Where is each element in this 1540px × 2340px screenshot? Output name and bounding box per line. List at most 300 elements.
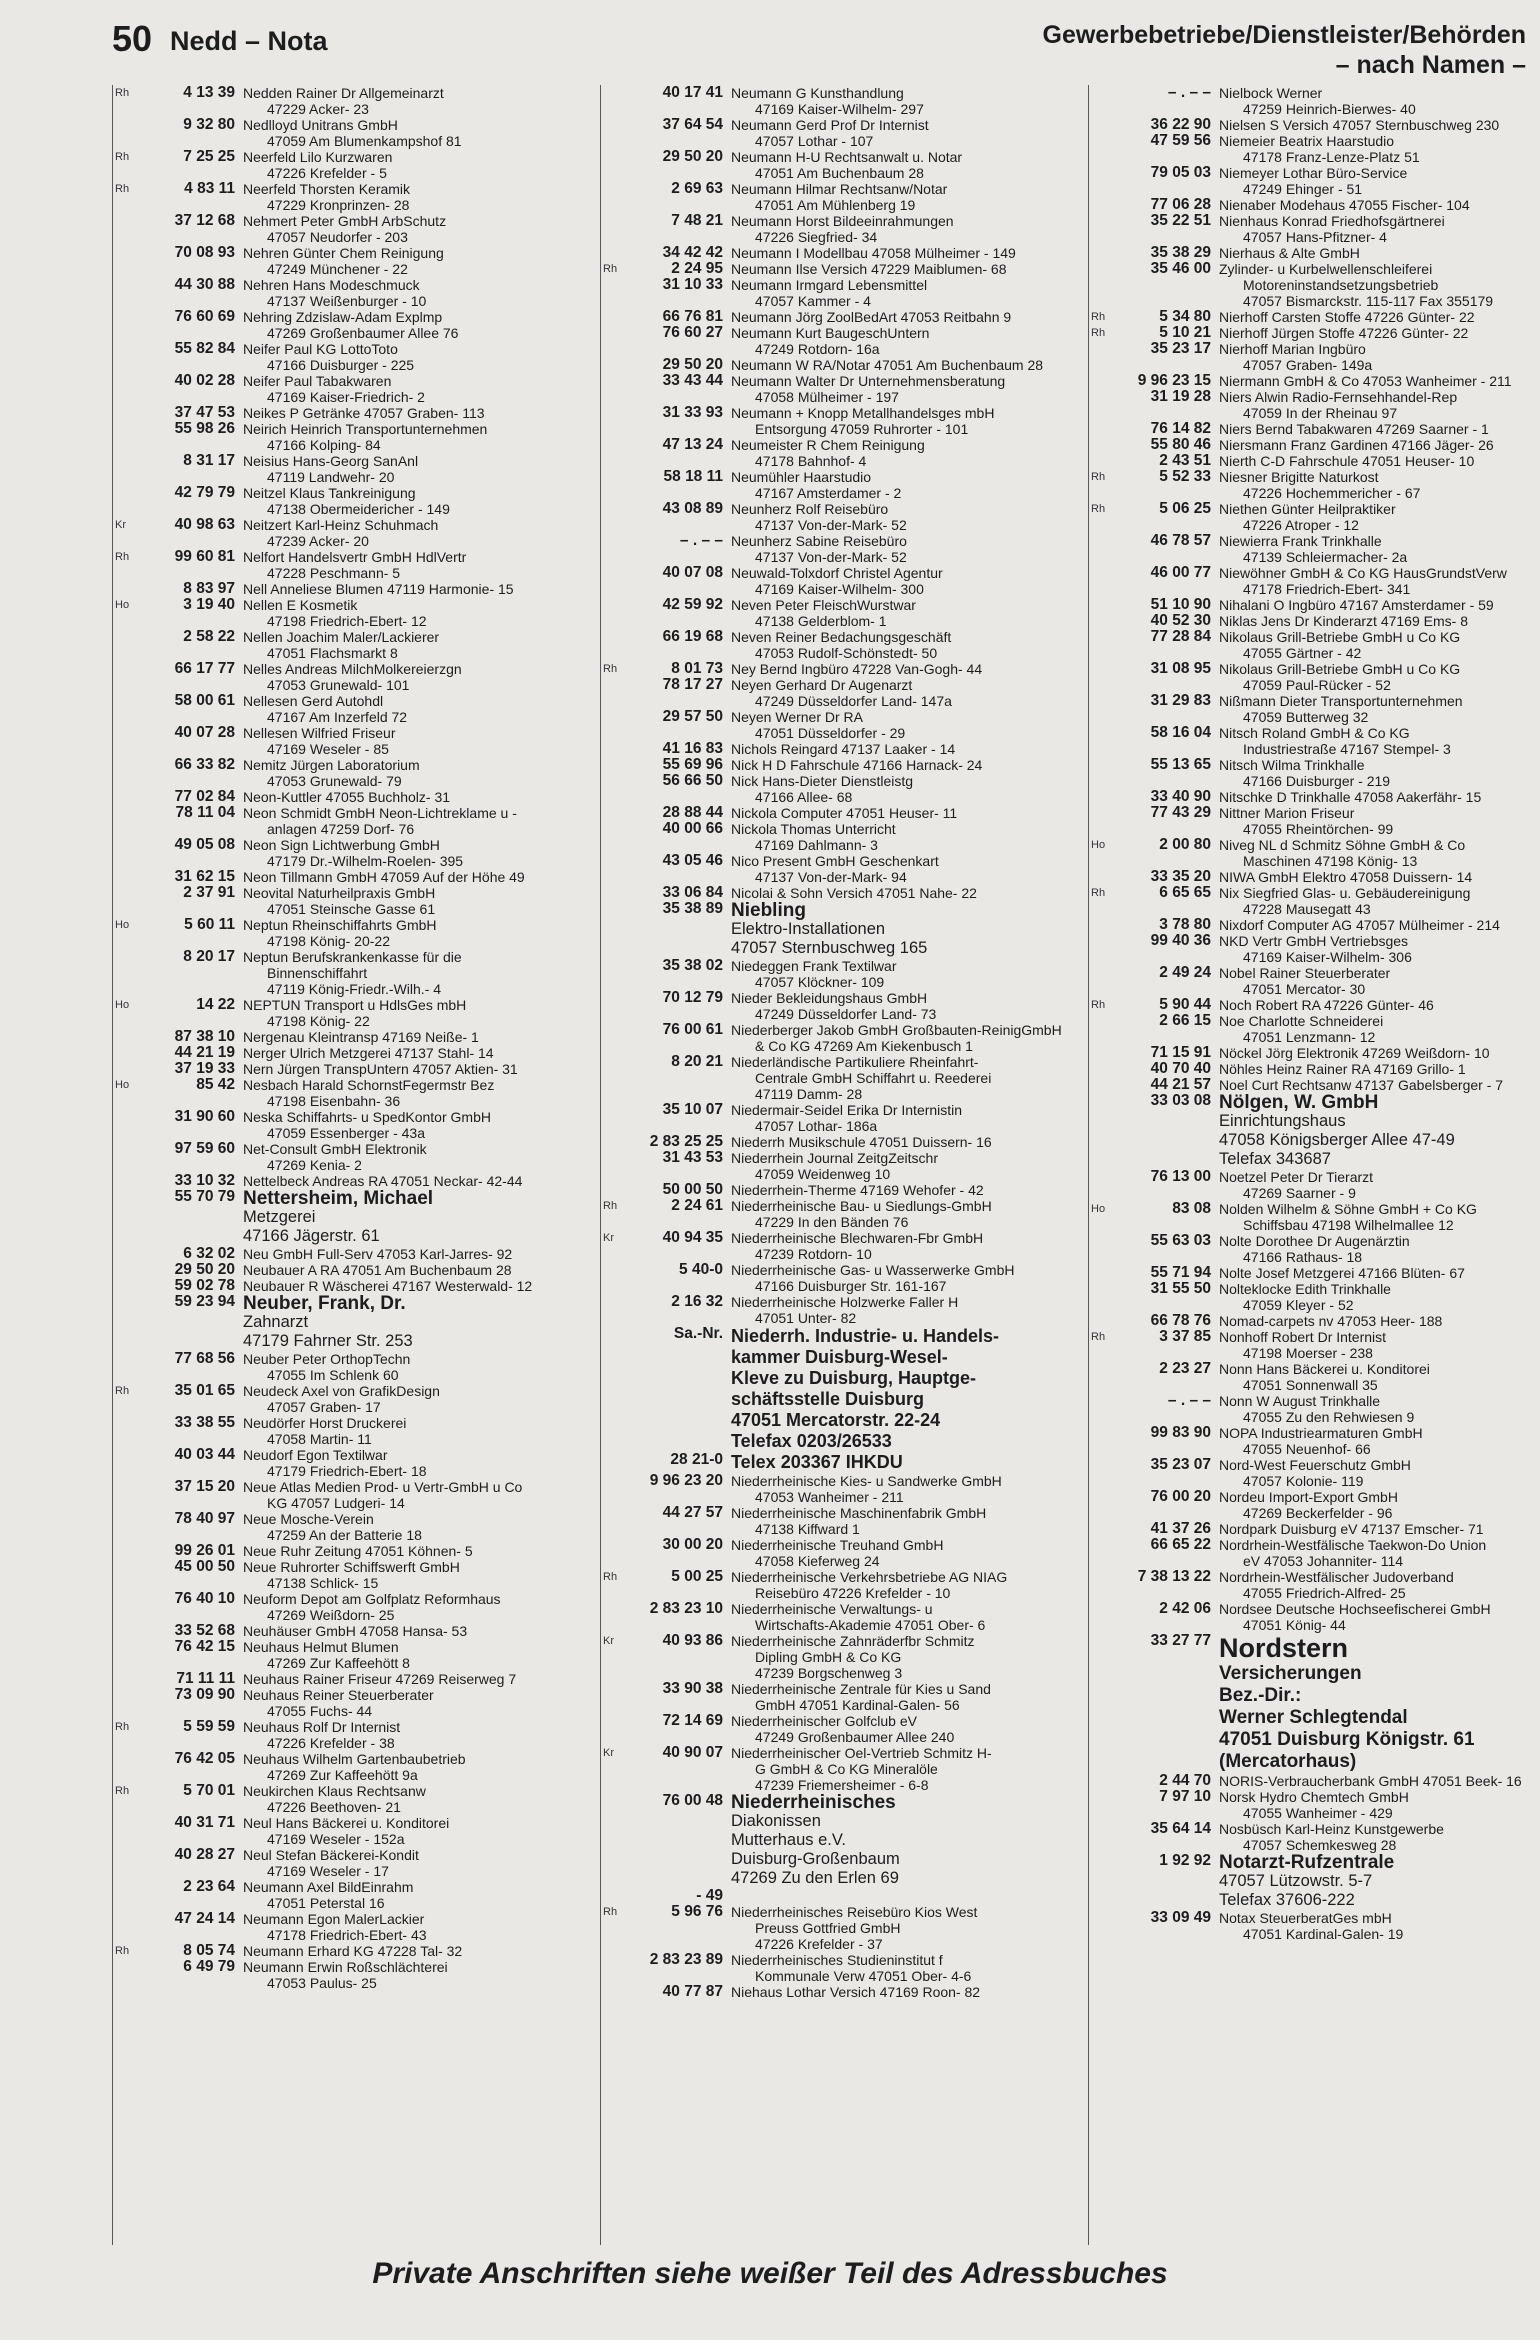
phone-number: 66 17 77 bbox=[174, 660, 235, 677]
entry-line: 47119 Landwehr- 20 bbox=[267, 469, 395, 485]
entry-text bbox=[1219, 965, 1529, 997]
listing-entry bbox=[113, 1783, 591, 1815]
entry-line: Notarzt-Rufzentrale bbox=[1219, 1853, 1395, 1872]
entry-text bbox=[731, 309, 1079, 325]
phone-number: 66 78 76 bbox=[1150, 1312, 1211, 1329]
entry-line: Neunherz Sabine Reisebüro bbox=[731, 533, 907, 549]
entry-line: Neul Stefan Bäckerei-Kondit bbox=[243, 1847, 419, 1863]
entry-line: 47228 Mausegatt 43 bbox=[1243, 901, 1371, 917]
district-code: Ho bbox=[1091, 1203, 1106, 1215]
entry-text bbox=[731, 1473, 1079, 1505]
listing-entry bbox=[113, 1751, 591, 1783]
entry-text bbox=[243, 1077, 591, 1109]
district-code bbox=[601, 533, 623, 565]
district-code bbox=[113, 1262, 135, 1278]
phone-number: 55 13 65 bbox=[1150, 756, 1211, 773]
entry-text bbox=[731, 1633, 1079, 1681]
entry-line: Nedden Rainer Dr Allgemeinarzt bbox=[243, 85, 444, 101]
entry-line: Nicolai & Sohn Versich 47051 Nahe- 22 bbox=[731, 885, 977, 901]
entry-line: 47167 Am Inzerfeld 72 bbox=[267, 709, 408, 725]
listing-entry bbox=[113, 1278, 591, 1294]
phone-number: 76 42 15 bbox=[174, 1638, 235, 1655]
district-code bbox=[1089, 261, 1111, 309]
entry-line: 47249 Großenbaumer Allee 240 bbox=[755, 1729, 955, 1745]
phone-number: 40 93 86 bbox=[662, 1632, 723, 1649]
entry-text bbox=[731, 1569, 1079, 1601]
district-code bbox=[1089, 245, 1111, 261]
phone-number: 33 52 68 bbox=[174, 1622, 235, 1639]
entry-text bbox=[1219, 1329, 1529, 1361]
district-code bbox=[113, 405, 135, 421]
listing-entry bbox=[1089, 1773, 1529, 1789]
entry-line: Nielbock Werner bbox=[1219, 85, 1323, 101]
district-code bbox=[1089, 933, 1111, 965]
phone-number: 3 78 80 bbox=[1159, 916, 1211, 933]
phone-number: 8 20 21 bbox=[671, 1053, 723, 1070]
entry-text bbox=[731, 1601, 1079, 1633]
entry-text bbox=[731, 1888, 1079, 1904]
entry-line: Neumann Erwin Roßschlächterei bbox=[243, 1959, 448, 1975]
entry-text bbox=[1219, 469, 1529, 501]
entry-line: 47051 Mercatorstr. 22-24 bbox=[731, 1410, 941, 1430]
entry-line: 47058 Kieferweg 24 bbox=[755, 1553, 880, 1569]
phone-number: 44 21 19 bbox=[174, 1044, 235, 1061]
entry-line: Nielsen S Versich 47057 Sternbuschweg 230 bbox=[1219, 117, 1500, 133]
entry-line: 47169 Kaiser-Wilhelm- 306 bbox=[1243, 949, 1412, 965]
phone-number: 46 00 77 bbox=[1150, 564, 1211, 581]
district-code bbox=[113, 1173, 135, 1189]
district-code bbox=[601, 1262, 623, 1294]
entry-line: Norsk Hydro Chemtech GmbH bbox=[1219, 1789, 1409, 1805]
category-subtitle: – nach Namen – bbox=[1335, 51, 1526, 79]
entry-text bbox=[243, 1687, 591, 1719]
entry-line: 47053 Wanheimer - 211 bbox=[755, 1489, 904, 1505]
entry-line: 47051 Unter- 82 bbox=[755, 1310, 857, 1326]
listing-entry bbox=[1089, 1853, 1529, 1910]
entry-text bbox=[243, 549, 591, 581]
entry-line: Nitschke D Trinkhalle 47058 Aakerfähr- 15 bbox=[1219, 789, 1482, 805]
phone-number: - 49 bbox=[696, 1887, 723, 1904]
district-code: Rh bbox=[1091, 999, 1106, 1011]
district-code bbox=[1089, 437, 1111, 453]
entry-line: Nöckel Jörg Elektronik 47269 Weißdorn- 10 bbox=[1219, 1045, 1490, 1061]
district-code: Rh bbox=[115, 151, 130, 163]
listing-entry bbox=[1089, 1077, 1529, 1093]
entry-line: 47226 Beethoven- 21 bbox=[267, 1799, 401, 1815]
entry-text bbox=[1219, 309, 1529, 325]
district-code bbox=[113, 869, 135, 885]
district-code: Rh bbox=[115, 1721, 130, 1733]
phone-number: 55 63 03 bbox=[1150, 1232, 1211, 1249]
district-code bbox=[601, 1102, 623, 1134]
phone-number: 29 57 50 bbox=[662, 708, 723, 725]
entry-line: Niewöhner GmbH & Co KG HausGrundstVerw bbox=[1219, 565, 1507, 581]
listing-entry bbox=[113, 581, 591, 597]
district-code: Rh bbox=[603, 663, 618, 675]
entry-line: Preuss Gottfried GmbH bbox=[755, 1920, 901, 1936]
entry-line: Nolte Dorothee Dr Augenärztin bbox=[1219, 1233, 1410, 1249]
entry-line: 47051 Mercator- 30 bbox=[1243, 981, 1366, 997]
phone-number: 29 50 20 bbox=[662, 148, 723, 165]
entry-text bbox=[731, 1054, 1079, 1102]
entry-line: Elektro-Installationen bbox=[731, 920, 886, 938]
entry-text bbox=[243, 757, 591, 789]
phone-number: 44 30 88 bbox=[174, 276, 235, 293]
entry-line: Neuhaus Rainer Friseur 47269 Reiserweg 7 bbox=[243, 1671, 517, 1687]
entry-text bbox=[731, 501, 1079, 533]
entry-line: Nordstern bbox=[1219, 1633, 1349, 1663]
entry-line: Neumann Gerd Prof Dr Internist bbox=[731, 117, 929, 133]
listing-entry bbox=[601, 1054, 1079, 1102]
listing-entry bbox=[113, 117, 591, 149]
entry-line: 47058 Mülheimer - 197 bbox=[755, 389, 899, 405]
entry-line: Nesbach Harald SchornstFegermstr Bez bbox=[243, 1077, 495, 1093]
entry-text bbox=[1219, 1425, 1529, 1457]
entry-line: Niedeggen Frank Textilwar bbox=[731, 958, 897, 974]
entry-text bbox=[1219, 437, 1529, 453]
phone-number: 66 33 82 bbox=[174, 756, 235, 773]
listing-entry bbox=[113, 1029, 591, 1045]
entry-text bbox=[243, 869, 591, 885]
listing-entry bbox=[1089, 245, 1529, 261]
entry-line: Nickola Thomas Unterricht bbox=[731, 821, 896, 837]
entry-line: 47166 Kolping- 84 bbox=[267, 437, 381, 453]
district-code bbox=[113, 341, 135, 373]
phone-number: 5 06 25 bbox=[1159, 500, 1211, 517]
district-code bbox=[1089, 1169, 1111, 1201]
phone-number: 77 02 84 bbox=[174, 788, 235, 805]
entry-text bbox=[243, 917, 591, 949]
district-code bbox=[1089, 1061, 1111, 1077]
entry-line: 47055 Zu den Rehwiesen 9 bbox=[1243, 1409, 1415, 1425]
entry-line: 47057 Graben- 17 bbox=[267, 1399, 381, 1415]
district-code bbox=[601, 1713, 623, 1745]
phone-number: 7 97 10 bbox=[1159, 1788, 1211, 1805]
phone-number: 2 23 64 bbox=[183, 1878, 235, 1895]
entry-line: Neuber, Frank, Dr. bbox=[243, 1294, 406, 1313]
entry-line: Nienhaus Konrad Friedhofsgärtnerei bbox=[1219, 213, 1445, 229]
phone-number: 2 83 23 10 bbox=[649, 1600, 723, 1617]
entry-text bbox=[731, 1793, 1079, 1888]
phone-number: 40 31 71 bbox=[174, 1814, 235, 1831]
district-code bbox=[1089, 1537, 1111, 1569]
phone-number: 78 40 97 bbox=[174, 1510, 235, 1527]
entry-line: Zahnarzt bbox=[243, 1313, 309, 1331]
entry-text bbox=[243, 1029, 591, 1045]
phone-number: 8 20 17 bbox=[183, 948, 235, 965]
entry-line: 47239 Rotdorn- 10 bbox=[755, 1246, 872, 1262]
entry-text bbox=[1219, 1489, 1529, 1521]
entry-line: Entsorgung 47059 Ruhrorter - 101 bbox=[755, 421, 969, 437]
phone-number: 1 92 92 bbox=[1159, 1852, 1211, 1869]
entry-line: Notax SteuerberatGes mbH bbox=[1219, 1910, 1392, 1926]
district-code bbox=[113, 1189, 135, 1246]
phone-number: 58 16 04 bbox=[1150, 724, 1211, 741]
listing-entry bbox=[601, 85, 1079, 117]
entry-text bbox=[1219, 869, 1529, 885]
entry-line: (Mercatorhaus) bbox=[1219, 1751, 1357, 1772]
entry-line: Diakonissen bbox=[731, 1812, 821, 1830]
phone-number: 31 90 60 bbox=[174, 1108, 235, 1125]
entry-line: Nickola Computer 47051 Heuser- 11 bbox=[731, 805, 958, 821]
category-heading bbox=[1043, 20, 1526, 80]
listing-entry bbox=[113, 277, 591, 309]
listing-entry bbox=[1089, 789, 1529, 805]
entry-text bbox=[243, 661, 591, 693]
phone-number: 40 03 44 bbox=[174, 1446, 235, 1463]
entry-line: Nehren Hans Modeschmuck bbox=[243, 277, 420, 293]
entry-text bbox=[731, 437, 1079, 469]
entry-line: Nehren Günter Chem Reinigung bbox=[243, 245, 444, 261]
district-code bbox=[601, 1888, 623, 1904]
district-code: Rh bbox=[603, 1200, 618, 1212]
entry-text bbox=[1219, 245, 1529, 261]
entry-line: Telefax 0203/26533 bbox=[731, 1431, 892, 1451]
entry-line: Nolte Josef Metzgerei 47166 Blüten- 67 bbox=[1219, 1265, 1465, 1281]
entry-line: KG 47057 Ludgeri- 14 bbox=[267, 1495, 405, 1511]
listing-entry bbox=[601, 1452, 1079, 1473]
district-code bbox=[1089, 1821, 1111, 1853]
entry-line: Nitsch Wilma Trinkhalle bbox=[1219, 757, 1365, 773]
entry-line: 47178 Friedrich-Ebert- 43 bbox=[267, 1927, 427, 1943]
district-code bbox=[113, 1061, 135, 1077]
district-code bbox=[601, 245, 623, 261]
entry-line: 47137 Von-der-Mark- 94 bbox=[755, 869, 907, 885]
district-code bbox=[113, 1415, 135, 1447]
phone-number: 77 28 84 bbox=[1150, 628, 1211, 645]
phone-number: 40 07 28 bbox=[174, 724, 235, 741]
entry-line: Nomad-carpets nv 47053 Heer- 188 bbox=[1219, 1313, 1443, 1329]
district-code bbox=[601, 1984, 623, 2000]
district-code bbox=[1089, 165, 1111, 197]
entry-line: 47179 Dr.-Wilhelm-Roelen- 395 bbox=[267, 853, 464, 869]
phone-number: 76 00 61 bbox=[662, 1021, 723, 1038]
listing-entry bbox=[113, 1543, 591, 1559]
entry-text bbox=[731, 773, 1079, 805]
entry-text bbox=[1219, 165, 1529, 197]
district-code bbox=[1089, 965, 1111, 997]
entry-line: 47249 Ehinger - 51 bbox=[1243, 181, 1363, 197]
phone-number: 50 00 50 bbox=[662, 1181, 723, 1198]
entry-line: 47269 Kenia- 2 bbox=[267, 1157, 362, 1173]
entry-text bbox=[243, 1141, 591, 1173]
listing-entry bbox=[1089, 469, 1529, 501]
phone-number: 8 83 97 bbox=[183, 580, 235, 597]
district-code bbox=[1089, 1521, 1111, 1537]
entry-text bbox=[243, 1045, 591, 1061]
entry-line: Neon Sign Lichtwerbung GmbH bbox=[243, 837, 440, 853]
entry-text bbox=[1219, 1093, 1529, 1169]
district-code bbox=[113, 1029, 135, 1045]
phone-number: 33 10 32 bbox=[174, 1172, 235, 1189]
listing-entry bbox=[113, 85, 591, 117]
entry-line: 47119 König-Friedr.-Wilh.- 4 bbox=[267, 981, 442, 997]
entry-line: Niederrheinisches Reisebüro Kios West bbox=[731, 1904, 978, 1920]
phone-number: 49 05 08 bbox=[174, 836, 235, 853]
entry-text bbox=[243, 789, 591, 805]
entry-text bbox=[243, 1719, 591, 1751]
entry-line: Neska Schiffahrts- u SpedKontor GmbH bbox=[243, 1109, 491, 1125]
entry-line: Centrale GmbH Schiffahrt u. Reederei bbox=[755, 1070, 992, 1086]
entry-line: Neue Ruhr Zeitung 47051 Köhnen- 5 bbox=[243, 1543, 473, 1559]
district-code: Rh bbox=[1091, 1331, 1106, 1343]
phone-number: 8 31 17 bbox=[183, 452, 235, 469]
listing-entry bbox=[1089, 1045, 1529, 1061]
entry-line: 47169 Weseler - 17 bbox=[267, 1863, 389, 1879]
entry-line: Niederrheinisches Studieninstitut f bbox=[731, 1952, 943, 1968]
entry-line: 47178 Friedrich-Ebert- 341 bbox=[1243, 581, 1411, 597]
entry-text bbox=[243, 149, 591, 181]
listing-entry bbox=[113, 1559, 591, 1591]
entry-line: 47166 Rathaus- 18 bbox=[1243, 1249, 1363, 1265]
entry-text bbox=[731, 853, 1079, 885]
entry-line: 47051 König- 44 bbox=[1243, 1617, 1346, 1633]
phone-number: 35 23 07 bbox=[1150, 1456, 1211, 1473]
phone-number: 6 49 79 bbox=[183, 1958, 235, 1975]
phone-number: 5 52 33 bbox=[1159, 468, 1211, 485]
entry-line: 47179 Friedrich-Ebert- 18 bbox=[267, 1463, 427, 1479]
phone-number: 40 07 08 bbox=[662, 564, 723, 581]
listing-entry bbox=[113, 805, 591, 837]
entry-line: Neerfeld Thorsten Keramik bbox=[243, 181, 411, 197]
district-code bbox=[1089, 1489, 1111, 1521]
entry-line: 47051 Lenzmann- 12 bbox=[1243, 1029, 1376, 1045]
entry-text bbox=[243, 1879, 591, 1911]
entry-text bbox=[243, 1173, 591, 1189]
entry-text bbox=[1219, 325, 1529, 341]
entry-text bbox=[731, 1182, 1079, 1198]
listing-entry bbox=[601, 1102, 1079, 1134]
entry-line: 47058 Königsberger Allee 47-49 bbox=[1219, 1131, 1455, 1149]
phone-number: 71 15 91 bbox=[1150, 1044, 1211, 1061]
entry-line: 47259 Heinrich-Bierwes- 40 bbox=[1243, 101, 1416, 117]
entry-text bbox=[1219, 613, 1529, 629]
district-code bbox=[113, 1847, 135, 1879]
entry-line: Niers Bernd Tabakwaren 47269 Saarner - 1 bbox=[1219, 421, 1489, 437]
phone-number: 66 76 81 bbox=[662, 308, 723, 325]
phone-number: 59 02 78 bbox=[174, 1277, 235, 1294]
entry-line: Nonn Hans Bäckerei u. Konditorei bbox=[1219, 1361, 1430, 1377]
entry-line: Neuwald-Tolxdorf Christel Agentur bbox=[731, 565, 943, 581]
district-code bbox=[601, 357, 623, 373]
listing-entry bbox=[113, 485, 591, 517]
entry-line: Neumann I Modellbau 47058 Mülheimer - 149 bbox=[731, 245, 1016, 261]
phone-number: 28 21-0 bbox=[670, 1451, 723, 1468]
district-code bbox=[113, 1141, 135, 1173]
listing-entry bbox=[1089, 213, 1529, 245]
district-code bbox=[113, 661, 135, 693]
phone-number: 44 21 57 bbox=[1150, 1076, 1211, 1093]
listing-entry bbox=[113, 885, 591, 917]
listing-entry bbox=[113, 1943, 591, 1959]
entry-text bbox=[731, 117, 1079, 149]
entry-line: Duisburg-Großenbaum bbox=[731, 1850, 900, 1868]
entry-line: Binnenschiffahrt bbox=[267, 965, 368, 981]
district-code bbox=[601, 1326, 623, 1452]
phone-number: 37 64 54 bbox=[662, 116, 723, 133]
district-code bbox=[113, 1671, 135, 1687]
entry-line: Neven Peter FleischWurstwar bbox=[731, 597, 916, 613]
entry-line: Nettelbeck Andreas RA 47051 Neckar- 42-44 bbox=[243, 1173, 523, 1189]
listing-entry bbox=[113, 373, 591, 405]
entry-text bbox=[1219, 1265, 1529, 1281]
page-header bbox=[0, 0, 1540, 80]
listing-entry bbox=[113, 1511, 591, 1543]
entry-line: 47239 Acker- 20 bbox=[267, 533, 369, 549]
phone-number: 33 27 77 bbox=[1150, 1632, 1211, 1649]
district-code bbox=[601, 309, 623, 325]
phone-number: 2 00 80 bbox=[1159, 836, 1211, 853]
district-code bbox=[1089, 341, 1111, 373]
listing-entry bbox=[1089, 837, 1529, 869]
district-code bbox=[1089, 1361, 1111, 1393]
phone-number: 31 55 50 bbox=[1150, 1280, 1211, 1297]
district-code bbox=[601, 1294, 623, 1326]
district-code bbox=[113, 1591, 135, 1623]
entry-text bbox=[243, 517, 591, 549]
district-code bbox=[601, 85, 623, 117]
entry-line: Niederrheinische Blechwaren-Fbr GmbH bbox=[731, 1230, 984, 1246]
district-code bbox=[601, 405, 623, 437]
entry-line: Telefax 37606-222 bbox=[1219, 1891, 1355, 1909]
phone-number: – . – – bbox=[679, 532, 723, 549]
district-code: Kr bbox=[603, 1747, 614, 1759]
entry-text bbox=[1219, 1169, 1529, 1201]
listing-entry bbox=[1089, 501, 1529, 533]
phone-number: 51 10 90 bbox=[1150, 596, 1211, 613]
phone-number: 29 50 20 bbox=[662, 356, 723, 373]
listing-entry bbox=[601, 709, 1079, 741]
district-code bbox=[113, 1815, 135, 1847]
entry-line: 47169 Weseler - 152a bbox=[267, 1831, 405, 1847]
listing-entry bbox=[113, 1911, 591, 1943]
entry-text bbox=[731, 325, 1079, 357]
entry-text bbox=[731, 1230, 1079, 1262]
listing-entry bbox=[601, 469, 1079, 501]
entry-line: Niederrheinische Maschinenfabrik GmbH bbox=[731, 1505, 987, 1521]
entry-line: Neumann Axel BildEinrahm bbox=[243, 1879, 414, 1895]
listing-entry bbox=[113, 917, 591, 949]
district-code: Ho bbox=[115, 999, 130, 1011]
entry-text bbox=[1219, 453, 1529, 469]
district-code bbox=[113, 1687, 135, 1719]
entry-text bbox=[243, 1278, 591, 1294]
entry-line: Niederrh. Industrie- u. Handels- bbox=[731, 1326, 1000, 1346]
district-code bbox=[1089, 1077, 1111, 1093]
phone-number: 55 82 84 bbox=[174, 340, 235, 357]
listing-entry bbox=[601, 757, 1079, 773]
listing-entry bbox=[1089, 309, 1529, 325]
entry-line: Neu GmbH Full-Serv 47053 Karl-Jarres- 92 bbox=[243, 1246, 513, 1262]
district-code bbox=[1089, 789, 1111, 805]
district-code bbox=[601, 1182, 623, 1198]
entry-line: 47178 Bahnhof- 4 bbox=[755, 453, 867, 469]
entry-text bbox=[1219, 1601, 1529, 1633]
phone-number: 4 13 39 bbox=[183, 85, 235, 101]
entry-line: 47057 Lützowstr. 5-7 bbox=[1219, 1872, 1373, 1890]
phone-number: 97 59 60 bbox=[174, 1140, 235, 1157]
entry-line: 47269 Zur Kaffeehött 8 bbox=[267, 1655, 410, 1671]
district-code: Ho bbox=[1091, 839, 1106, 851]
entry-text bbox=[731, 1294, 1079, 1326]
entry-line: Noel Curt Rechtsanw 47137 Gabelsberger - 7 bbox=[1219, 1077, 1504, 1093]
entry-line: 47057 Kolonie- 119 bbox=[1243, 1473, 1364, 1489]
entry-text bbox=[731, 1102, 1079, 1134]
listing-entry bbox=[113, 517, 591, 549]
listing-entry bbox=[601, 597, 1079, 629]
entry-line: Niklas Jens Dr Kinderarzt 47169 Ems- 8 bbox=[1219, 613, 1468, 629]
entry-line: Nelfort Handelsvertr GmbH HdlVertr bbox=[243, 549, 467, 565]
